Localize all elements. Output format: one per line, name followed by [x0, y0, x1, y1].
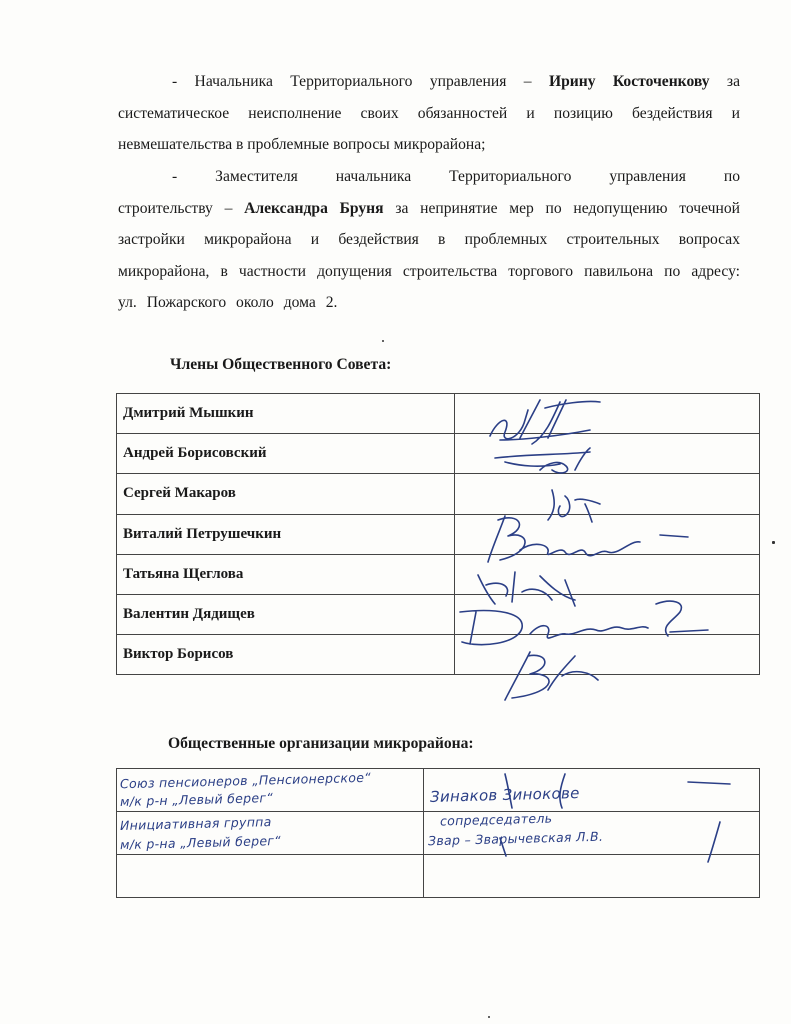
member-signature-cell [454, 594, 759, 634]
member-name: Сергей Макаров [117, 474, 455, 514]
member-name: Татьяна Щеглова [117, 554, 455, 594]
table-row [117, 554, 760, 594]
orgs-heading: Общественные организации микрорайона: [168, 735, 474, 752]
paragraph2-pre: строительству – [118, 199, 245, 217]
paragraph2-text: за непринятие мер по недопущению точечной застройки микрорайона и бездействия в проблемных строительных вопросах микрорайона, в частности допущения строительства торгового павильона по адресу: ул. Пожарского около дома 2. [118, 199, 741, 311]
member-name: Дмитрий Мышкин [117, 394, 455, 434]
org1-line2: м/к р-н „Левый берег“ [119, 789, 274, 810]
members-table [116, 393, 760, 675]
paragraph2-name: Александра Бруня [244, 199, 384, 217]
scan-speck [488, 1016, 490, 1018]
table-row [117, 514, 760, 554]
table-row [117, 594, 760, 634]
paragraph1-intro: - Начальника Территориального управления – [172, 73, 549, 90]
members-heading: Члены Общественного Совета: [170, 356, 392, 373]
table-row [117, 474, 760, 514]
member-signature-cell [454, 434, 759, 474]
org1-signature-text: Зинаков Зиноковe [429, 784, 580, 806]
paragraph2-intro: - Заместителя начальника Территориального управления по [172, 168, 740, 185]
table-row [117, 855, 760, 898]
org-name-cell [117, 855, 424, 898]
paragraph-deputy-head [118, 161, 740, 319]
member-signature-cell [454, 635, 759, 675]
member-signature-cell [454, 554, 759, 594]
paragraph-head-of-administration [118, 66, 740, 161]
member-signature-cell [454, 474, 759, 514]
member-name: Андрей Борисовский [117, 434, 455, 474]
table-row [117, 394, 760, 434]
org-signature-cell [423, 855, 759, 898]
org2-line2: м/к р-на „Левый берег“ [119, 832, 282, 853]
table-row [117, 635, 760, 675]
paragraph1-name: Ирину Косточенкову [548, 73, 710, 90]
member-signature-cell [454, 394, 759, 434]
org1-line1: Союз пенсионеров „Пенсионерское“ [119, 769, 372, 792]
org2-sign-line1: сопредседатель [439, 810, 553, 829]
member-name: Виталий Петрушечкин [117, 514, 455, 554]
org2-sign-line2: Звар – Зварычевская Л.В. [427, 828, 604, 849]
paragraph1-text: за систематическое неисполнение своих обязанностей и позицию бездействия и невмешательства в проблемные вопросы микрорайона; [118, 73, 741, 153]
member-signature-cell [454, 514, 759, 554]
org2-line1: Инициативная группа [119, 814, 272, 833]
scan-speck [772, 541, 775, 544]
member-name: Валентин Дядищев [117, 594, 455, 634]
scan-speck [382, 340, 384, 342]
table-row [117, 434, 760, 474]
member-name: Виктор Борисов [117, 635, 455, 675]
